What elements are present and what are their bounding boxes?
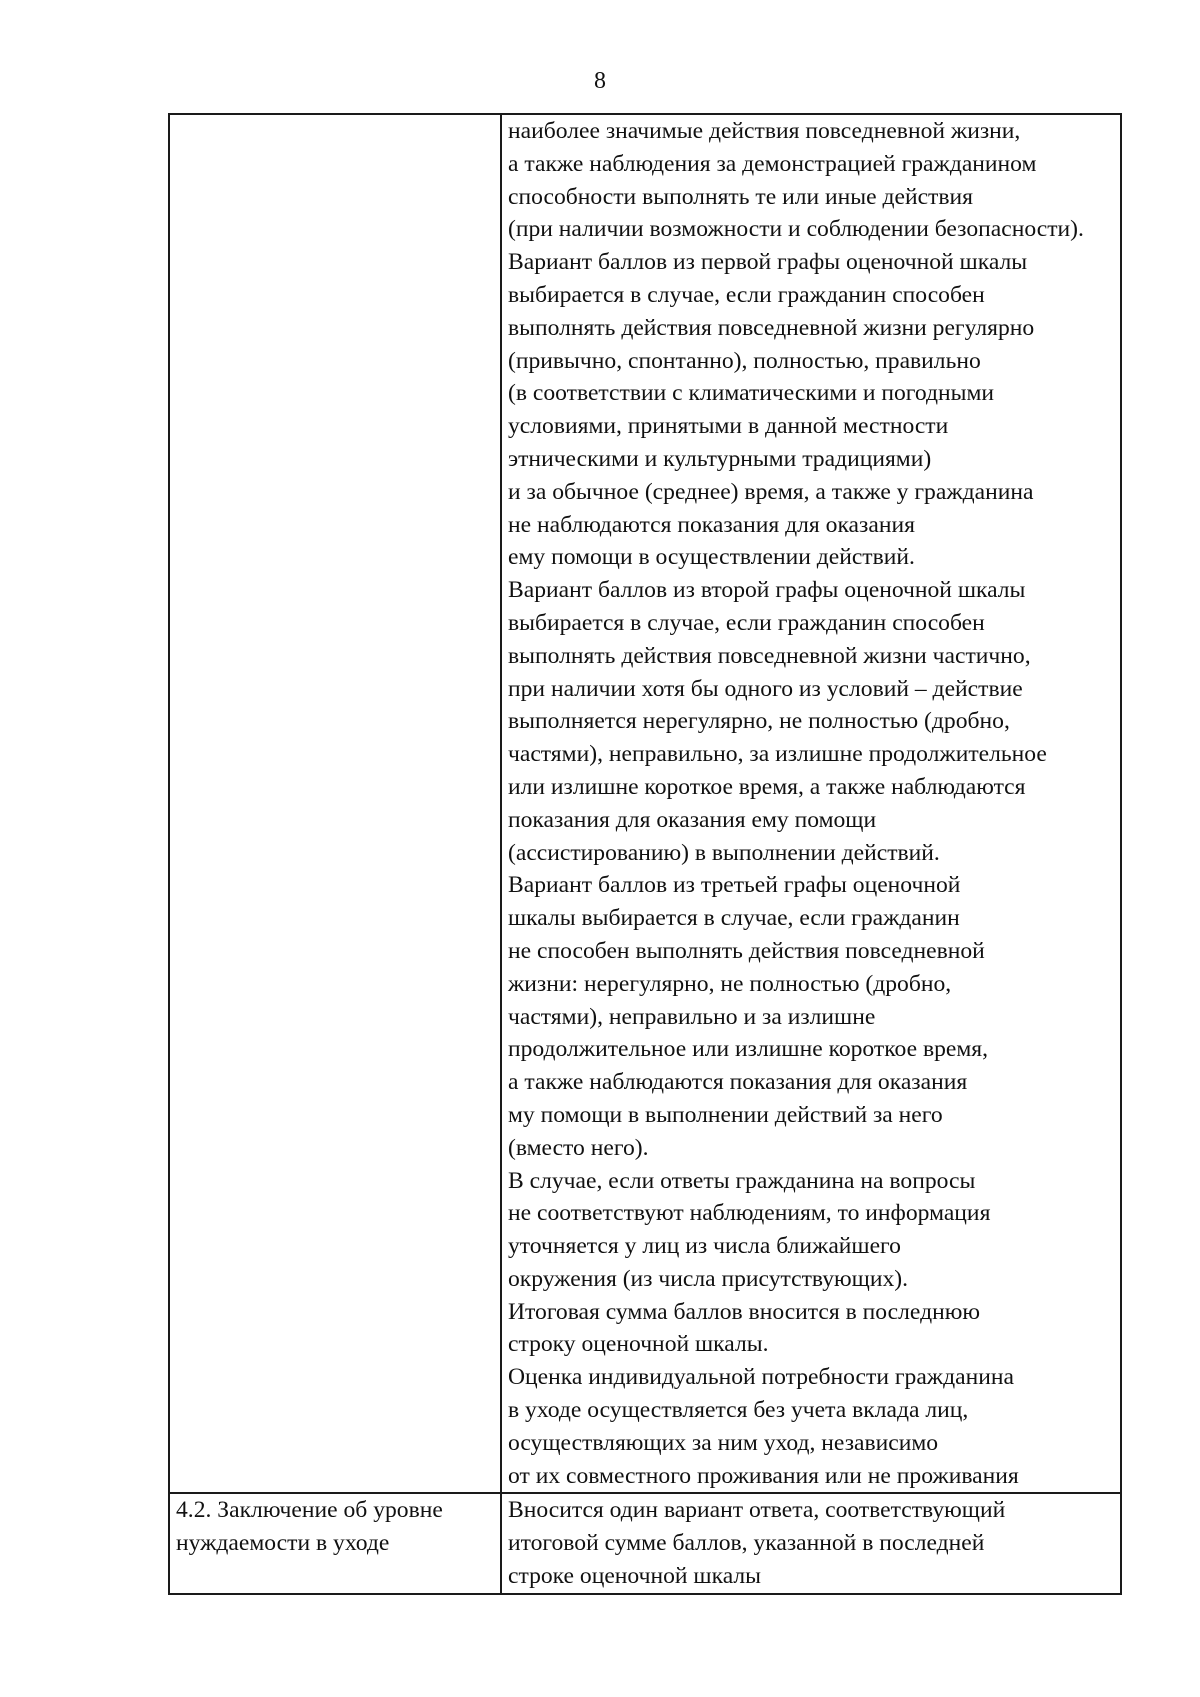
text-line: уточняется у лиц из числа ближайшего	[508, 1233, 901, 1260]
text-line: жизни: нерегулярно, не полностью (дробно,	[508, 970, 952, 997]
text-line: выбирается в случае, если гражданин способен	[508, 609, 985, 636]
text-line: (ассистированию) в выполнении действий.	[508, 839, 940, 866]
text-line: итоговой сумме баллов, указанной в последней	[508, 1530, 985, 1557]
text-line: (привычно, спонтанно), полностью, правильно	[508, 347, 981, 374]
text-line: му помощи в выполнении действий за него	[508, 1101, 943, 1128]
text-line: частями), неправильно и за излишне	[508, 1003, 876, 1030]
text-line: осуществляющих за ним уход, независимо	[508, 1429, 939, 1456]
text-line: не наблюдаются показания для оказания	[508, 511, 915, 538]
text-line: наиболее значимые действия повседневной жизни,	[508, 118, 1021, 144]
page-number: 8	[594, 68, 606, 94]
text-line: 4.2. Заключение об уровне	[176, 1497, 443, 1524]
text-line: от их совместного проживания или не проживания	[508, 1462, 1019, 1489]
text-line: выполнять действия повседневной жизни регулярно	[508, 314, 1035, 341]
text-line: выбирается в случае, если гражданин способен	[508, 281, 985, 308]
text-line: (при наличии возможности и соблюдении безопасности).	[508, 216, 1084, 243]
text-line: Вариант баллов из первой графы оценочной шкалы	[508, 249, 1028, 276]
text-line: а также наблюдения за демонстрацией гражданином	[508, 150, 1037, 177]
text-line: при наличии хотя бы одного из условий – действие	[508, 675, 1023, 702]
row-content-cell	[501, 1493, 1121, 1593]
table-row	[169, 114, 1121, 1493]
text-line: не соответствуют наблюдениям, то информация	[508, 1200, 991, 1227]
table-row	[169, 1493, 1121, 1593]
row-content-cell	[501, 114, 1121, 1493]
text-line: строке оценочной шкалы	[508, 1563, 762, 1590]
text-line: строку оценочной шкалы.	[508, 1331, 769, 1358]
text-line: Вариант баллов из третьей графы оценочной	[508, 872, 961, 899]
text-line: (в соответствии с климатическими и погодными	[508, 380, 995, 407]
row-label-cell	[169, 114, 501, 1493]
text-line: ему помощи в осуществлении действий.	[508, 544, 915, 571]
text-line: Оценка индивидуальной потребности гражданина	[508, 1364, 1014, 1391]
text-line: продолжительное или излишне короткое время,	[508, 1036, 989, 1063]
text-line: этническими и культурными традициями)	[508, 445, 932, 472]
text-line: В случае, если ответы гражданина на вопросы	[508, 1167, 976, 1194]
document-table	[168, 113, 1122, 1595]
text-line: Вариант баллов из второй графы оценочной шкалы	[508, 577, 1026, 604]
text-line: выполнять действия повседневной жизни частично,	[508, 642, 1031, 669]
text-line: в уходе осуществляется без учета вклада лиц,	[508, 1397, 969, 1424]
text-line: выполняется нерегулярно, не полностью (дробно,	[508, 708, 1010, 735]
text-line: и за обычное (среднее) время, а также у гражданина	[508, 478, 1034, 505]
text-line: способности выполнять те или иные действия	[508, 183, 973, 210]
text-line: условиями, принятыми в данной местности	[508, 413, 949, 440]
row-label-cell	[169, 1493, 501, 1593]
text-line: шкалы выбирается в случае, если гражданин	[508, 905, 960, 932]
text-line: окружения (из числа присутствующих).	[508, 1265, 908, 1292]
text-line: не способен выполнять действия повседневной	[508, 937, 985, 964]
text-line: Вносится один вариант ответа, соответствующий	[508, 1497, 1006, 1524]
text-line: Итоговая сумма баллов вносится в последнюю	[508, 1298, 980, 1325]
text-line: нуждаемости в уходе	[176, 1530, 390, 1557]
text-line: или излишне короткое время, а также наблюдаются	[508, 773, 1026, 800]
text-line: показания для оказания ему помощи	[508, 806, 877, 833]
text-line: частями), неправильно, за излишне продолжительное	[508, 741, 1047, 768]
text-line: а также наблюдаются показания для оказания	[508, 1069, 968, 1096]
text-line: (вместо него).	[508, 1134, 649, 1161]
